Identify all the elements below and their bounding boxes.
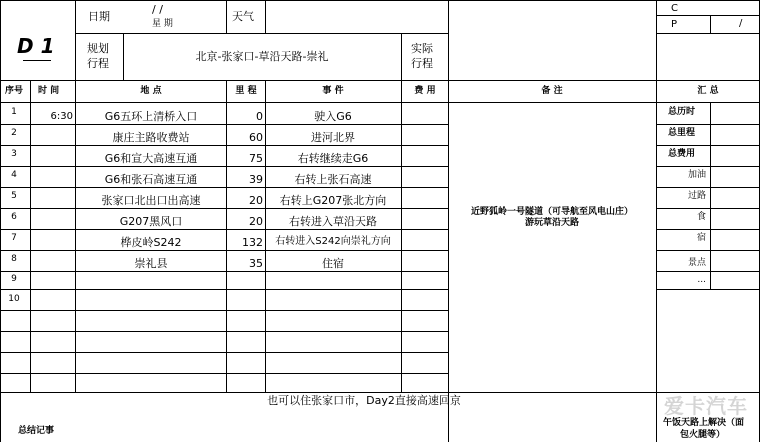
row-event: 右转上G207张北方向 [279,194,387,207]
row-seq: 1 [11,107,17,117]
grid-line [656,250,760,251]
row-seq: 5 [11,191,17,201]
summary-total-mileage: 总里程 [668,128,696,138]
row-place: 桦皮岭S242 [120,236,182,249]
note-text: 游玩草沿天路 [524,218,580,228]
row-place: G207黑风口 [119,215,183,228]
p-slash: / [739,18,743,29]
grid-line [0,310,449,311]
row-event: 驶入G6 [314,110,352,123]
grid-line [226,0,227,33]
grid-line [0,0,760,1]
grid-line [265,80,266,392]
route-text: 北京-张家口-草沿天路-崇礼 [195,50,329,63]
grid-line [656,166,760,167]
grid-line [656,0,657,442]
actual-label: 实际 [411,42,433,55]
row-event: 右转进入草沿天路 [289,215,377,228]
col-header-seq: 序号 [5,86,24,96]
weather-label: 天气 [232,10,254,23]
grid-line [0,352,449,353]
col-header-note: 备 注 [541,86,563,96]
summary-lodging: 宿 [696,233,706,243]
grid-line [0,102,760,103]
row-place: G6和张石高速互通 [104,173,198,186]
summary-toll: 过路 [687,191,706,201]
row-event: 右转进入S242向崇礼方向 [275,236,391,247]
summary-total-time: 总历时 [668,107,696,117]
grid-line [0,145,449,146]
summary-fuel: 加油 [687,170,706,180]
p-label: P [671,19,678,30]
grid-line [656,229,760,230]
grid-line [226,80,227,392]
grid-line [0,0,1,442]
row-mileage: 60 [249,131,263,144]
grid-line [0,80,760,81]
row-seq: 6 [11,212,17,222]
row-place: 康庄主路收费站 [112,131,190,144]
row-mileage: 0 [256,110,263,123]
grid-line [0,229,449,230]
row-seq: 8 [11,254,17,264]
row-mileage: 132 [242,236,263,249]
grid-line [656,145,760,146]
actual-label: 行程 [411,57,433,70]
row-place: 崇礼县 [134,257,168,270]
row-place: 张家口北出口出高速 [101,194,201,207]
col-header-time: 时 间 [38,86,60,96]
lunch-note: 午饭天路上解决（面 [663,418,745,428]
row-event: 右转上张石高速 [294,173,372,186]
summary-notes-label: 总结记事 [18,426,55,436]
row-mileage: 20 [249,194,263,207]
plan-label: 行程 [87,57,109,70]
grid-line [656,15,760,16]
row-mileage: 35 [249,257,263,270]
grid-line [710,102,711,289]
watermark-logo: 爱卡汽车 [664,394,748,418]
grid-line [0,392,760,393]
row-seq: 10 [8,294,20,304]
row-mileage: 39 [249,173,263,186]
grid-line [23,60,51,61]
grid-line [0,331,449,332]
plan-label: 规划 [87,42,109,55]
note-text: 近野狐岭一号隧道（可导航至风电山庄） [470,207,634,217]
row-seq: 3 [11,149,17,159]
grid-line [75,0,76,392]
grid-line [656,33,760,34]
c-label: C [671,3,678,14]
grid-line [30,80,31,392]
grid-line [448,0,449,442]
grid-line [123,33,124,80]
row-event: 住宿 [322,257,344,270]
grid-line [656,208,760,209]
summary-notes-text: 也可以住张家口市，Day2直接高速回京 [267,394,461,407]
row-mileage: 20 [249,215,263,228]
col-header-cost: 费 用 [414,86,436,96]
row-event: 进河北界 [311,131,355,144]
weekday-label: 星 期 [152,19,173,29]
col-header-event: 事 件 [322,86,344,96]
grid-line [0,373,449,374]
lunch-note: 包火腿等） [680,430,726,440]
grid-line [0,166,449,167]
grid-line [0,289,449,290]
grid-line [0,124,449,125]
summary-total-cost: 总费用 [668,149,696,159]
col-header-summary: 汇 总 [697,86,719,96]
row-seq: 7 [11,233,17,243]
date-value: / / [152,3,163,16]
grid-line [0,208,449,209]
grid-line [0,271,449,272]
grid-line [710,15,711,33]
grid-line [656,289,760,290]
row-seq: 2 [11,128,17,138]
grid-line [656,271,760,272]
row-event: 右转继续走G6 [297,152,369,165]
col-header-place: 地 点 [140,86,162,96]
row-seq: 4 [11,170,17,180]
row-time: 6:30 [50,111,73,122]
day-code: D 1 [17,34,55,58]
date-label: 日期 [88,10,110,23]
row-place: G6和宣大高速互通 [104,152,198,165]
grid-line [75,33,448,34]
summary-more: ... [697,275,706,285]
grid-line [265,0,266,33]
row-mileage: 75 [249,152,263,165]
row-place: G6五环上清桥入口 [104,110,198,123]
grid-line [0,250,449,251]
summary-food: 食 [696,212,706,222]
grid-line [0,187,449,188]
grid-line [401,80,402,392]
grid-line [656,187,760,188]
grid-line [656,124,760,125]
col-header-mileage: 里 程 [235,86,257,96]
grid-line [401,33,402,80]
summary-attractions: 景点 [687,258,706,268]
row-seq: 9 [11,274,17,284]
